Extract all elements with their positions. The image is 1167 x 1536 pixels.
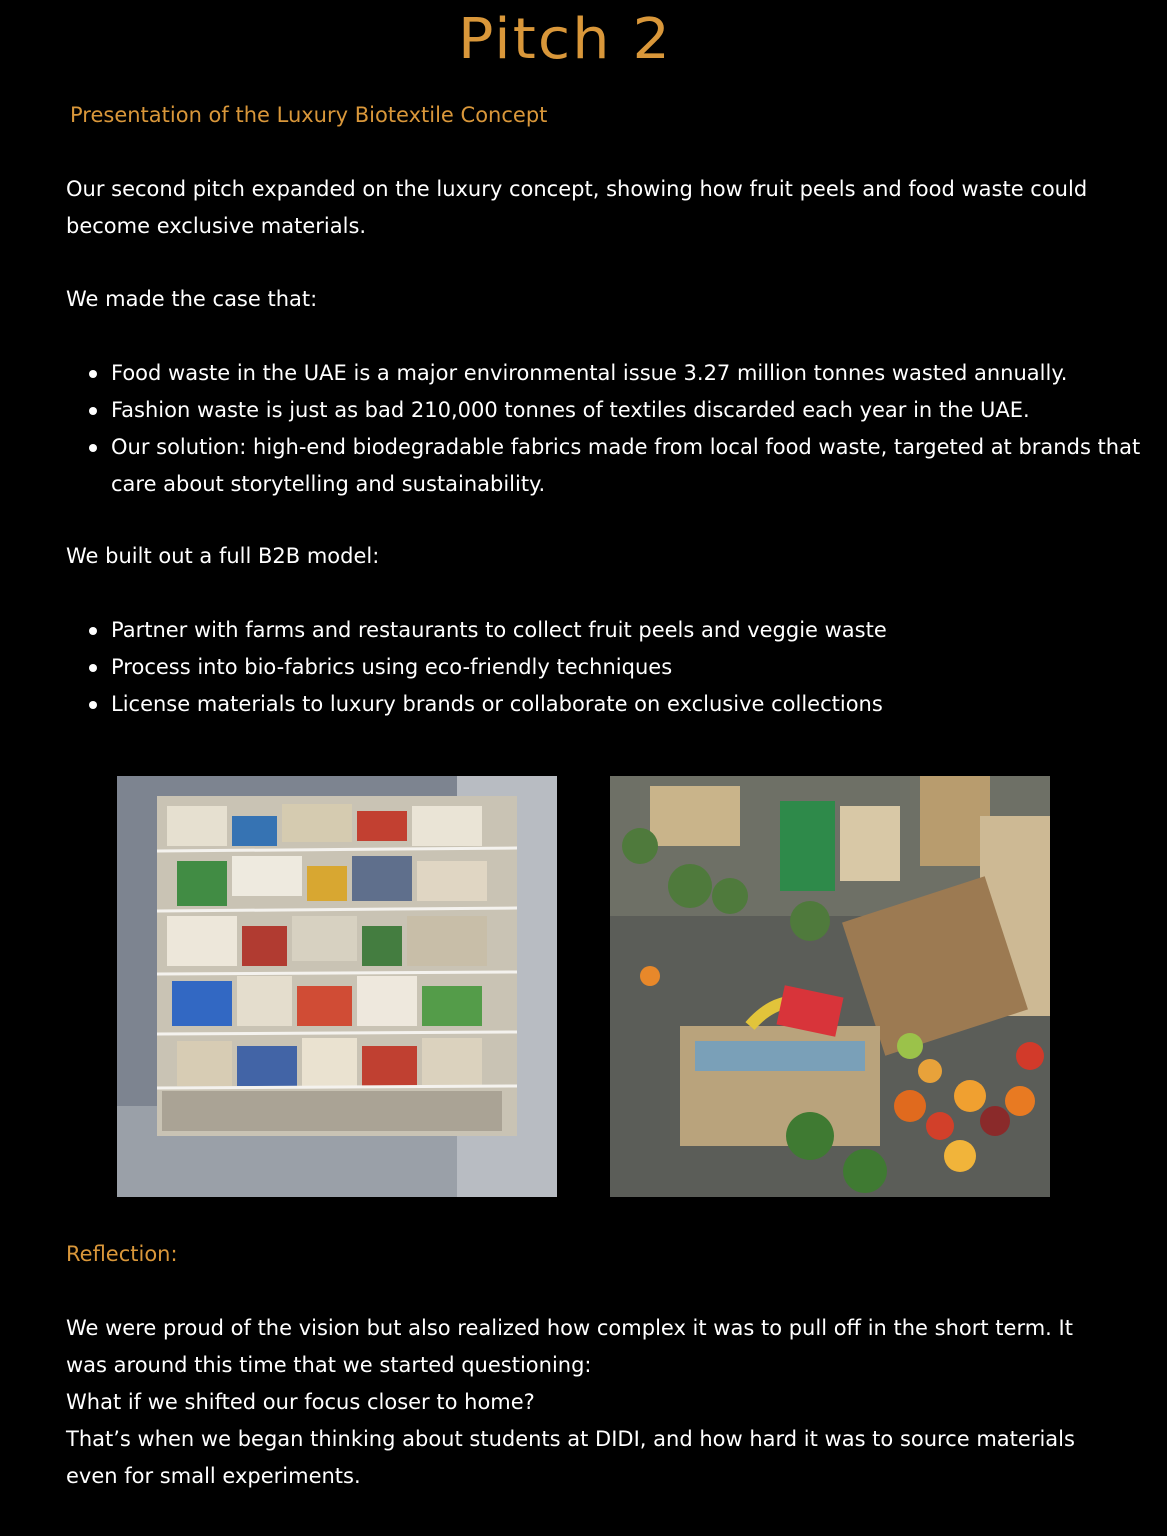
case-point-food-waste: Food waste in the UAE is a major environmental issue 3.27 million tonnes wasted annually. (111, 355, 1151, 392)
model-point-partner: Partner with farms and restaurants to collect fruit peels and veggie waste (111, 612, 1151, 649)
model-intro: We built out a full B2B model: (66, 544, 380, 568)
waste-bale-photo (117, 776, 557, 1197)
reflection-line: We were proud of the vision but also realized how complex it was to pull off in the short term. It was around this time that we started questioning: (66, 1316, 1073, 1377)
page-title: Pitch 2 (458, 7, 672, 72)
reflection-body (66, 1310, 1086, 1495)
intro-paragraph: Our second pitch expanded on the luxury concept, showing how fruit peels and food waste could become exclusive materials. (66, 177, 1088, 238)
model-point-process: Process into bio-fabrics using eco-friendly techniques (111, 649, 1151, 686)
model-point-license: License materials to luxury brands or collaborate on exclusive collections (111, 686, 1151, 723)
reflection-line: That’s when we began thinking about students at DIDI, and how hard it was to source materials even for small experiments. (66, 1427, 1075, 1488)
reflection-line: What if we shifted our focus closer to home? (66, 1390, 535, 1414)
reflection-heading: Reflection: (66, 1242, 178, 1266)
case-point-solution: Our solution: high-end biodegradable fabrics made from local food waste, targeted at brands that care about storytelling and sustainability. (111, 429, 1151, 503)
subtitle: Presentation of the Luxury Biotextile Concept (70, 103, 548, 127)
food-waste-photo (610, 776, 1050, 1197)
case-intro: We made the case that: (66, 287, 318, 311)
model-points-list (66, 612, 1151, 723)
case-points-list (66, 355, 1151, 503)
case-point-fashion-waste: Fashion waste is just as bad 210,000 tonnes of textiles discarded each year in the UAE. (111, 392, 1151, 429)
